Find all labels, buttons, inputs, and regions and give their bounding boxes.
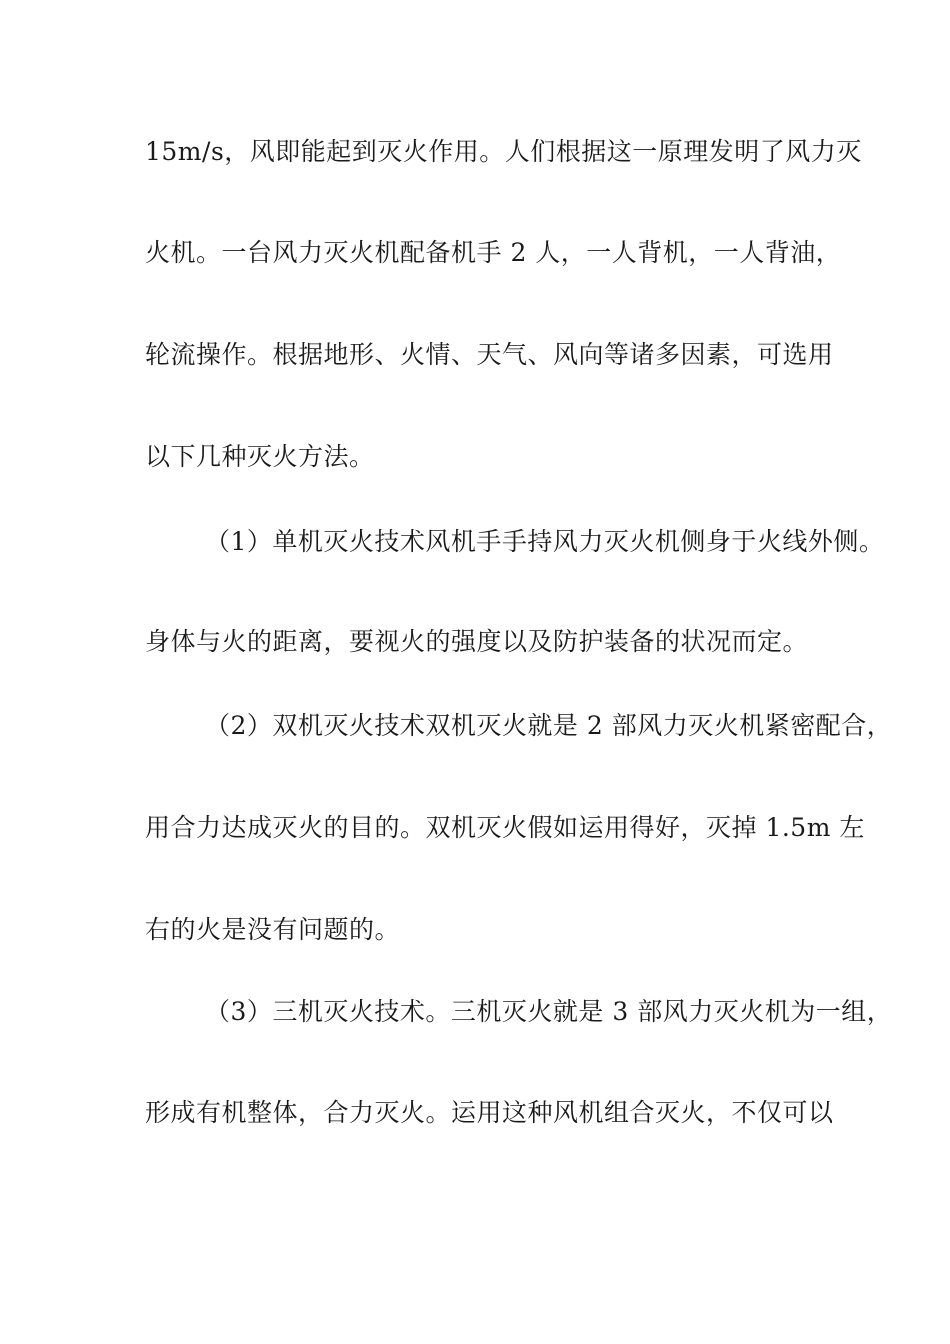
text-line: 用合力达成灭火的目的。双机灭火假如运用得好，灭掉 1.5m 左	[145, 813, 865, 842]
text-line: 以下几种灭火方法。	[145, 442, 375, 471]
paragraph-first-line: （2）双机灭火技术双机灭火就是 2 部风力灭火机紧密配合，	[205, 711, 893, 740]
text-line: 右的火是没有问题的。	[145, 915, 401, 944]
text-line: 15m/s，风即能起到灭火作用。人们根据这一原理发明了风力灭	[145, 137, 862, 166]
text-line: 轮流操作。根据地形、火情、天气、风向等诸多因素，可选用	[145, 340, 834, 369]
text-line: 形成有机整体，合力灭火。运用这种风机组合灭火，不仅可以	[145, 1098, 834, 1127]
text-line: 火机。一台风力灭火机配备机手 2 人，一人背机，一人背油，	[145, 238, 842, 267]
paragraph-first-line: （3）三机灭火技术。三机灭火就是 3 部风力灭火机为一组，	[205, 997, 893, 1026]
paragraph-first-line: （1）单机灭火技术风机手手持风力灭火机侧身于火线外侧。	[205, 527, 885, 556]
text-line: 身体与火的距离，要视火的强度以及防护装备的状况而定。	[145, 627, 809, 656]
